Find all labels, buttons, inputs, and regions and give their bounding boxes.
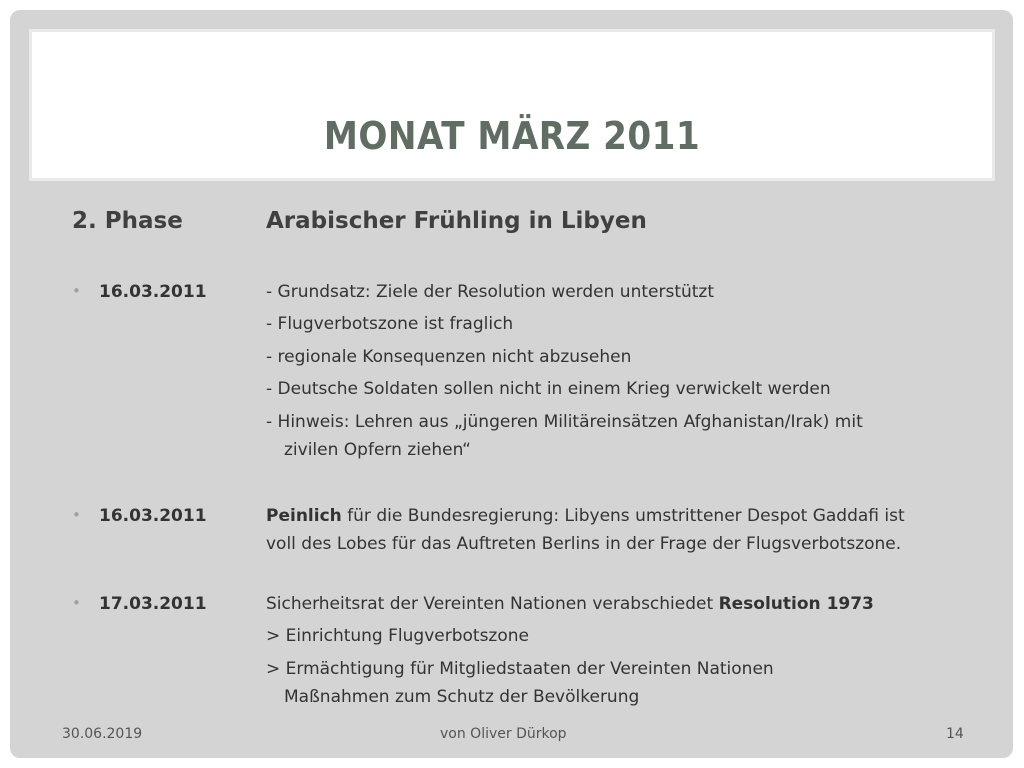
bullet-icon: • xyxy=(72,282,81,300)
entry-text xyxy=(266,594,874,614)
entry-line: - Flugverbotszone ist fraglich xyxy=(266,314,514,334)
slide-title: MONAT MÄRZ 2011 xyxy=(323,114,701,158)
footer-date: 30.06.2019 xyxy=(62,726,143,742)
entry-line: > Einrichtung Flugverbotszone xyxy=(266,626,529,646)
entry-text-rest: für die Bundesregierung: Libyens umstrittener Despot Gaddafi ist xyxy=(341,506,905,526)
resolution-label: Resolution 1973 xyxy=(718,594,874,614)
entry-line: - regionale Konsequenzen nicht abzusehen xyxy=(266,347,632,367)
entry-text xyxy=(266,506,905,526)
title-box xyxy=(32,32,992,178)
entry-line: - Deutsche Soldaten sollen nicht in einem Krieg verwickelt werden xyxy=(266,379,831,399)
entry-line: Maßnahmen zum Schutz der Bevölkerung xyxy=(284,687,640,707)
topic-heading: Arabischer Frühling in Libyen xyxy=(266,208,647,234)
entry-line: zivilen Opfern ziehen“ xyxy=(284,440,471,460)
bullet-icon: • xyxy=(72,506,81,524)
entry-date: 16.03.2011 xyxy=(99,282,207,302)
footer-author: von Oliver Dürkop xyxy=(440,726,567,742)
entry-date: 16.03.2011 xyxy=(99,506,207,526)
bullet-icon: • xyxy=(72,594,81,612)
entry-line: > Ermächtigung für Mitgliedstaaten der Vereinten Nationen xyxy=(266,659,774,679)
entry-date: 17.03.2011 xyxy=(99,594,207,614)
entry-line: - Hinweis: Lehren aus „jüngeren Militäreinsätzen Afghanistan/Irak) mit xyxy=(266,412,863,432)
entry-line: - Grundsatz: Ziele der Resolution werden unterstützt xyxy=(266,282,715,302)
page-number: 14 xyxy=(946,726,964,742)
phase-label: 2. Phase xyxy=(72,208,183,234)
entry-text-start: Sicherheitsrat der Vereinten Nationen verabschiedet xyxy=(266,594,719,614)
entry-line: voll des Lobes für das Auftreten Berlins in der Frage der Flugsverbotszone. xyxy=(266,534,902,554)
emphasis-word: Peinlich xyxy=(266,506,342,526)
